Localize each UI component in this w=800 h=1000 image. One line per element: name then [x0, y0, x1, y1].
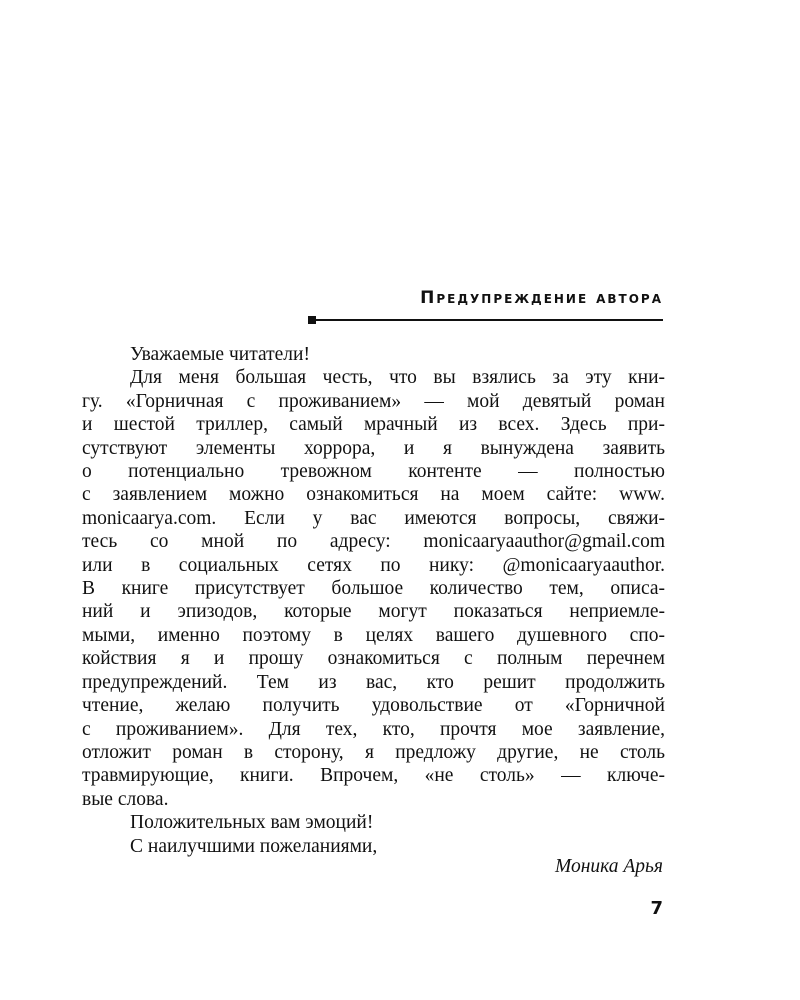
text-line: о потенциально тревожном контенте — полностью: [82, 461, 665, 483]
text-line: Для меня большая честь, что вы взялись за эту кни-: [130, 367, 665, 389]
text-line: тесь со мной по адресу: monicaaryaauthor@gmail.com: [82, 531, 665, 553]
text-line: с заявлением можно ознакомиться на моем сайте: www.: [82, 484, 665, 506]
text-line: гу. «Горничная с проживанием» — мой девятый роман: [82, 390, 665, 412]
text-line: или в социальных сетях по нику: @monicaaryaauthor.: [82, 554, 665, 576]
text-line: чтение, желаю получить удовольствие от «Горничной: [82, 695, 665, 717]
text-line: койствия я и прошу ознакомиться с полным перечнем: [82, 648, 665, 670]
text-line: мыми, именно поэтому в целях вашего душевного спо-: [82, 624, 665, 646]
text-line: вые слова.: [82, 788, 169, 810]
author-signature: Моника Арья: [554, 856, 663, 877]
chapter-heading: Предупреждение автора: [420, 288, 663, 308]
heading-rule: [308, 319, 663, 321]
text-line: ний и эпизодов, которые могут показаться неприемле-: [82, 601, 665, 623]
text-line: monicaarya.com. Если у вас имеются вопросы, свяжи-: [82, 507, 665, 529]
text-line: предупреждений. Тем из вас, кто решит продолжить: [82, 671, 665, 693]
text-line: сутствуют элементы хоррора, и я вынуждена заявить: [82, 437, 665, 459]
body-text: [82, 343, 665, 858]
text-line: отложит роман в сторону, я предложу другие, не столь: [82, 741, 665, 763]
text-line: Уважаемые читатели!: [130, 344, 310, 365]
text-line: травмирующие, книги. Впрочем, «не столь» — ключе-: [82, 765, 665, 787]
text-line: С наилучшими пожеланиями,: [130, 835, 378, 857]
text-line: Положительных вам эмоций!: [130, 812, 374, 834]
page-number: 7: [650, 898, 663, 919]
text-line: с проживанием». Для тех, кто, прочтя мое заявление,: [82, 718, 665, 740]
text-line: и шестой триллер, самый мрачный из всех. Здесь при-: [82, 414, 665, 436]
text-line: В книге присутствует большое количество тем, описа-: [82, 578, 665, 600]
